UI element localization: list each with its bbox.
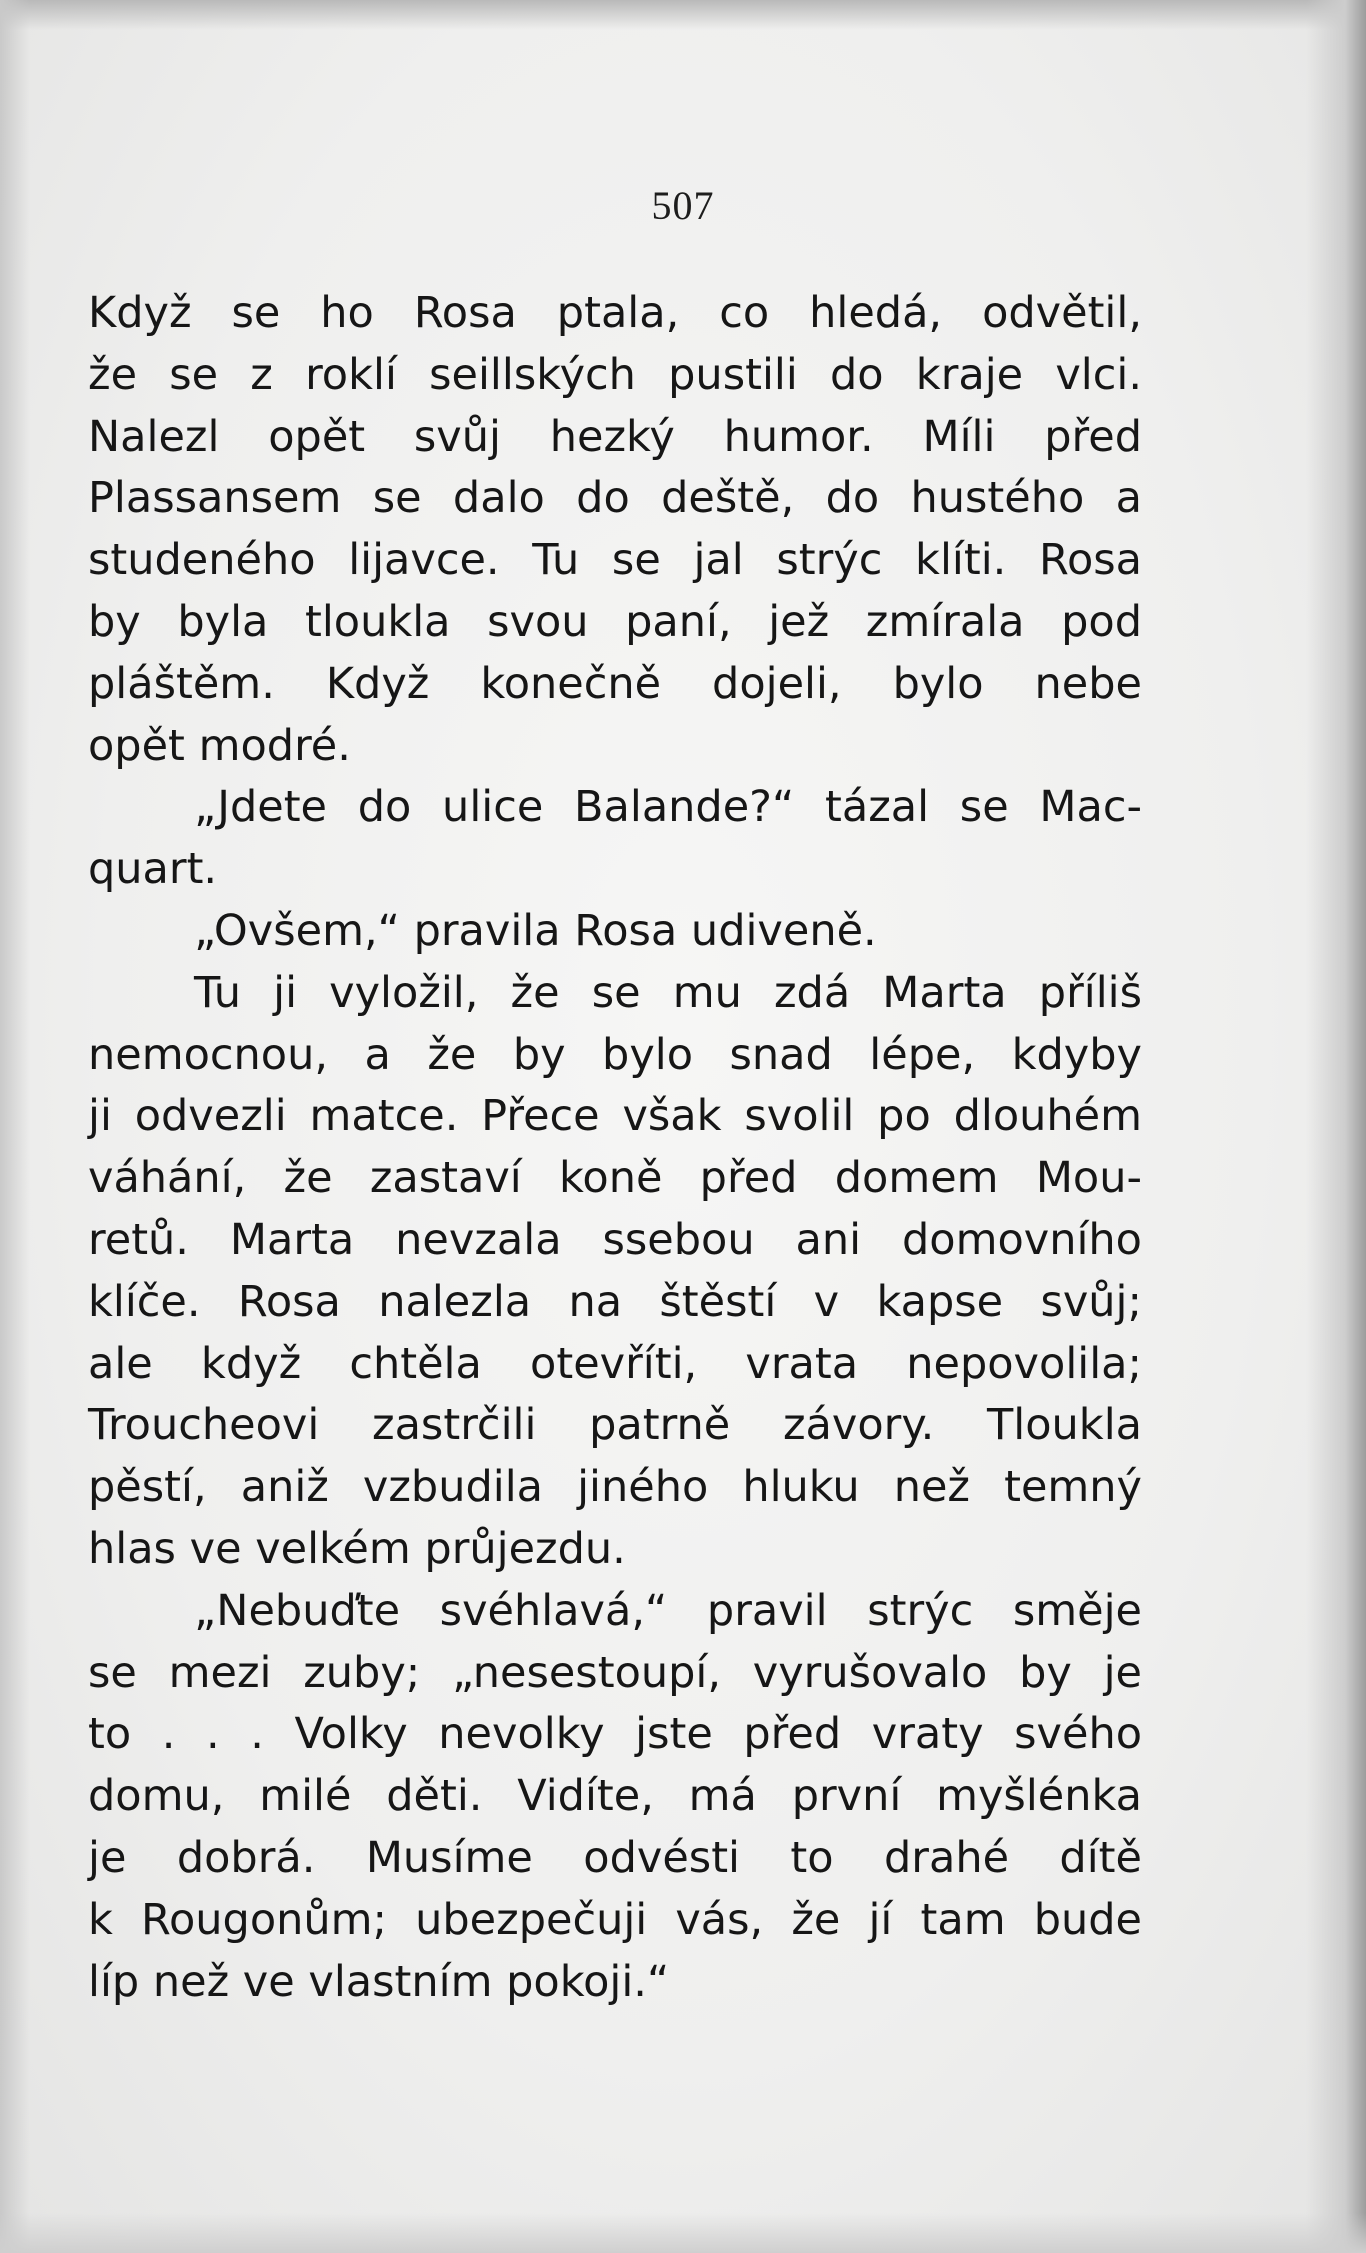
text-line: Nalezl opět svůj hezký humor. Míli před xyxy=(88,411,1142,462)
page-number: 507 xyxy=(651,183,715,228)
text-line: ji odvezli matce. Přece však svolil po dlouhém xyxy=(88,1091,1142,1142)
body-text xyxy=(88,283,1142,2013)
text-line: Plassansem se dalo do deště, do hustého a xyxy=(88,473,1142,524)
text-line: líp než ve vlastním pokoji.“ xyxy=(88,1956,670,2007)
text-line: ale když chtěla otevříti, vrata nepovolila; xyxy=(88,1338,1142,1389)
text-line: Když se ho Rosa ptala, co hledá, odvětil, xyxy=(88,288,1142,338)
text-line: retů. Marta nevzala ssebou ani domovního xyxy=(88,1214,1142,1265)
scan-shadow-right xyxy=(1306,0,1366,2253)
text-line: hlas ve velkém průjezdu. xyxy=(88,1523,626,1574)
text-line: Tu ji vyložil, že se mu zdá Marta příliš xyxy=(194,967,1142,1018)
text-line: quart. xyxy=(88,844,218,895)
text-line: to . . . Volky nevolky jste před vraty svého xyxy=(88,1709,1142,1760)
text-line: by byla tloukla svou paní, jež zmírala pod xyxy=(88,596,1142,647)
text-line: „Ovšem,“ pravila Rosa udiveně. xyxy=(194,905,877,956)
scan-shadow-top xyxy=(0,0,1366,30)
text-line: domu, milé děti. Vidíte, má první myšlénka xyxy=(88,1771,1142,1822)
text-line: k Rougonům; ubezpečuji vás, že jí tam bude xyxy=(88,1894,1142,1945)
text-line: „Jdete do ulice Balande?“ tázal se Mac- xyxy=(194,782,1142,833)
scan-shadow-bottom xyxy=(0,2213,1366,2253)
text-line: že se z roklí seillských pustili do kraje vlci. xyxy=(88,349,1142,400)
text-line: opět modré. xyxy=(88,720,351,771)
text-line: Troucheovi zastrčili patrně závory. Tloukla xyxy=(88,1400,1142,1451)
text-line: je dobrá. Musíme odvésti to drahé dítě xyxy=(88,1832,1142,1883)
text-line: pěstí, aniž vzbudila jiného hluku než temný xyxy=(88,1462,1142,1513)
scan-shadow-left xyxy=(0,0,30,2253)
text-line: váhání, že zastaví koně před domem Mou- xyxy=(88,1153,1142,1204)
text-line: pláštěm. Když konečně dojeli, bylo nebe xyxy=(88,658,1142,709)
text-line: nemocnou, a že by bylo snad lépe, kdyby xyxy=(88,1029,1142,1080)
text-line: se mezi zuby; „nesestoupí, vyrušovalo by je xyxy=(88,1647,1142,1698)
text-line: studeného lijavce. Tu se jal strýc klíti. Rosa xyxy=(88,535,1142,586)
text-line: klíče. Rosa nalezla na štěstí v kapse svůj; xyxy=(88,1276,1142,1327)
text-line: „Nebuďte svéhlavá,“ pravil strýc směje xyxy=(194,1585,1142,1636)
